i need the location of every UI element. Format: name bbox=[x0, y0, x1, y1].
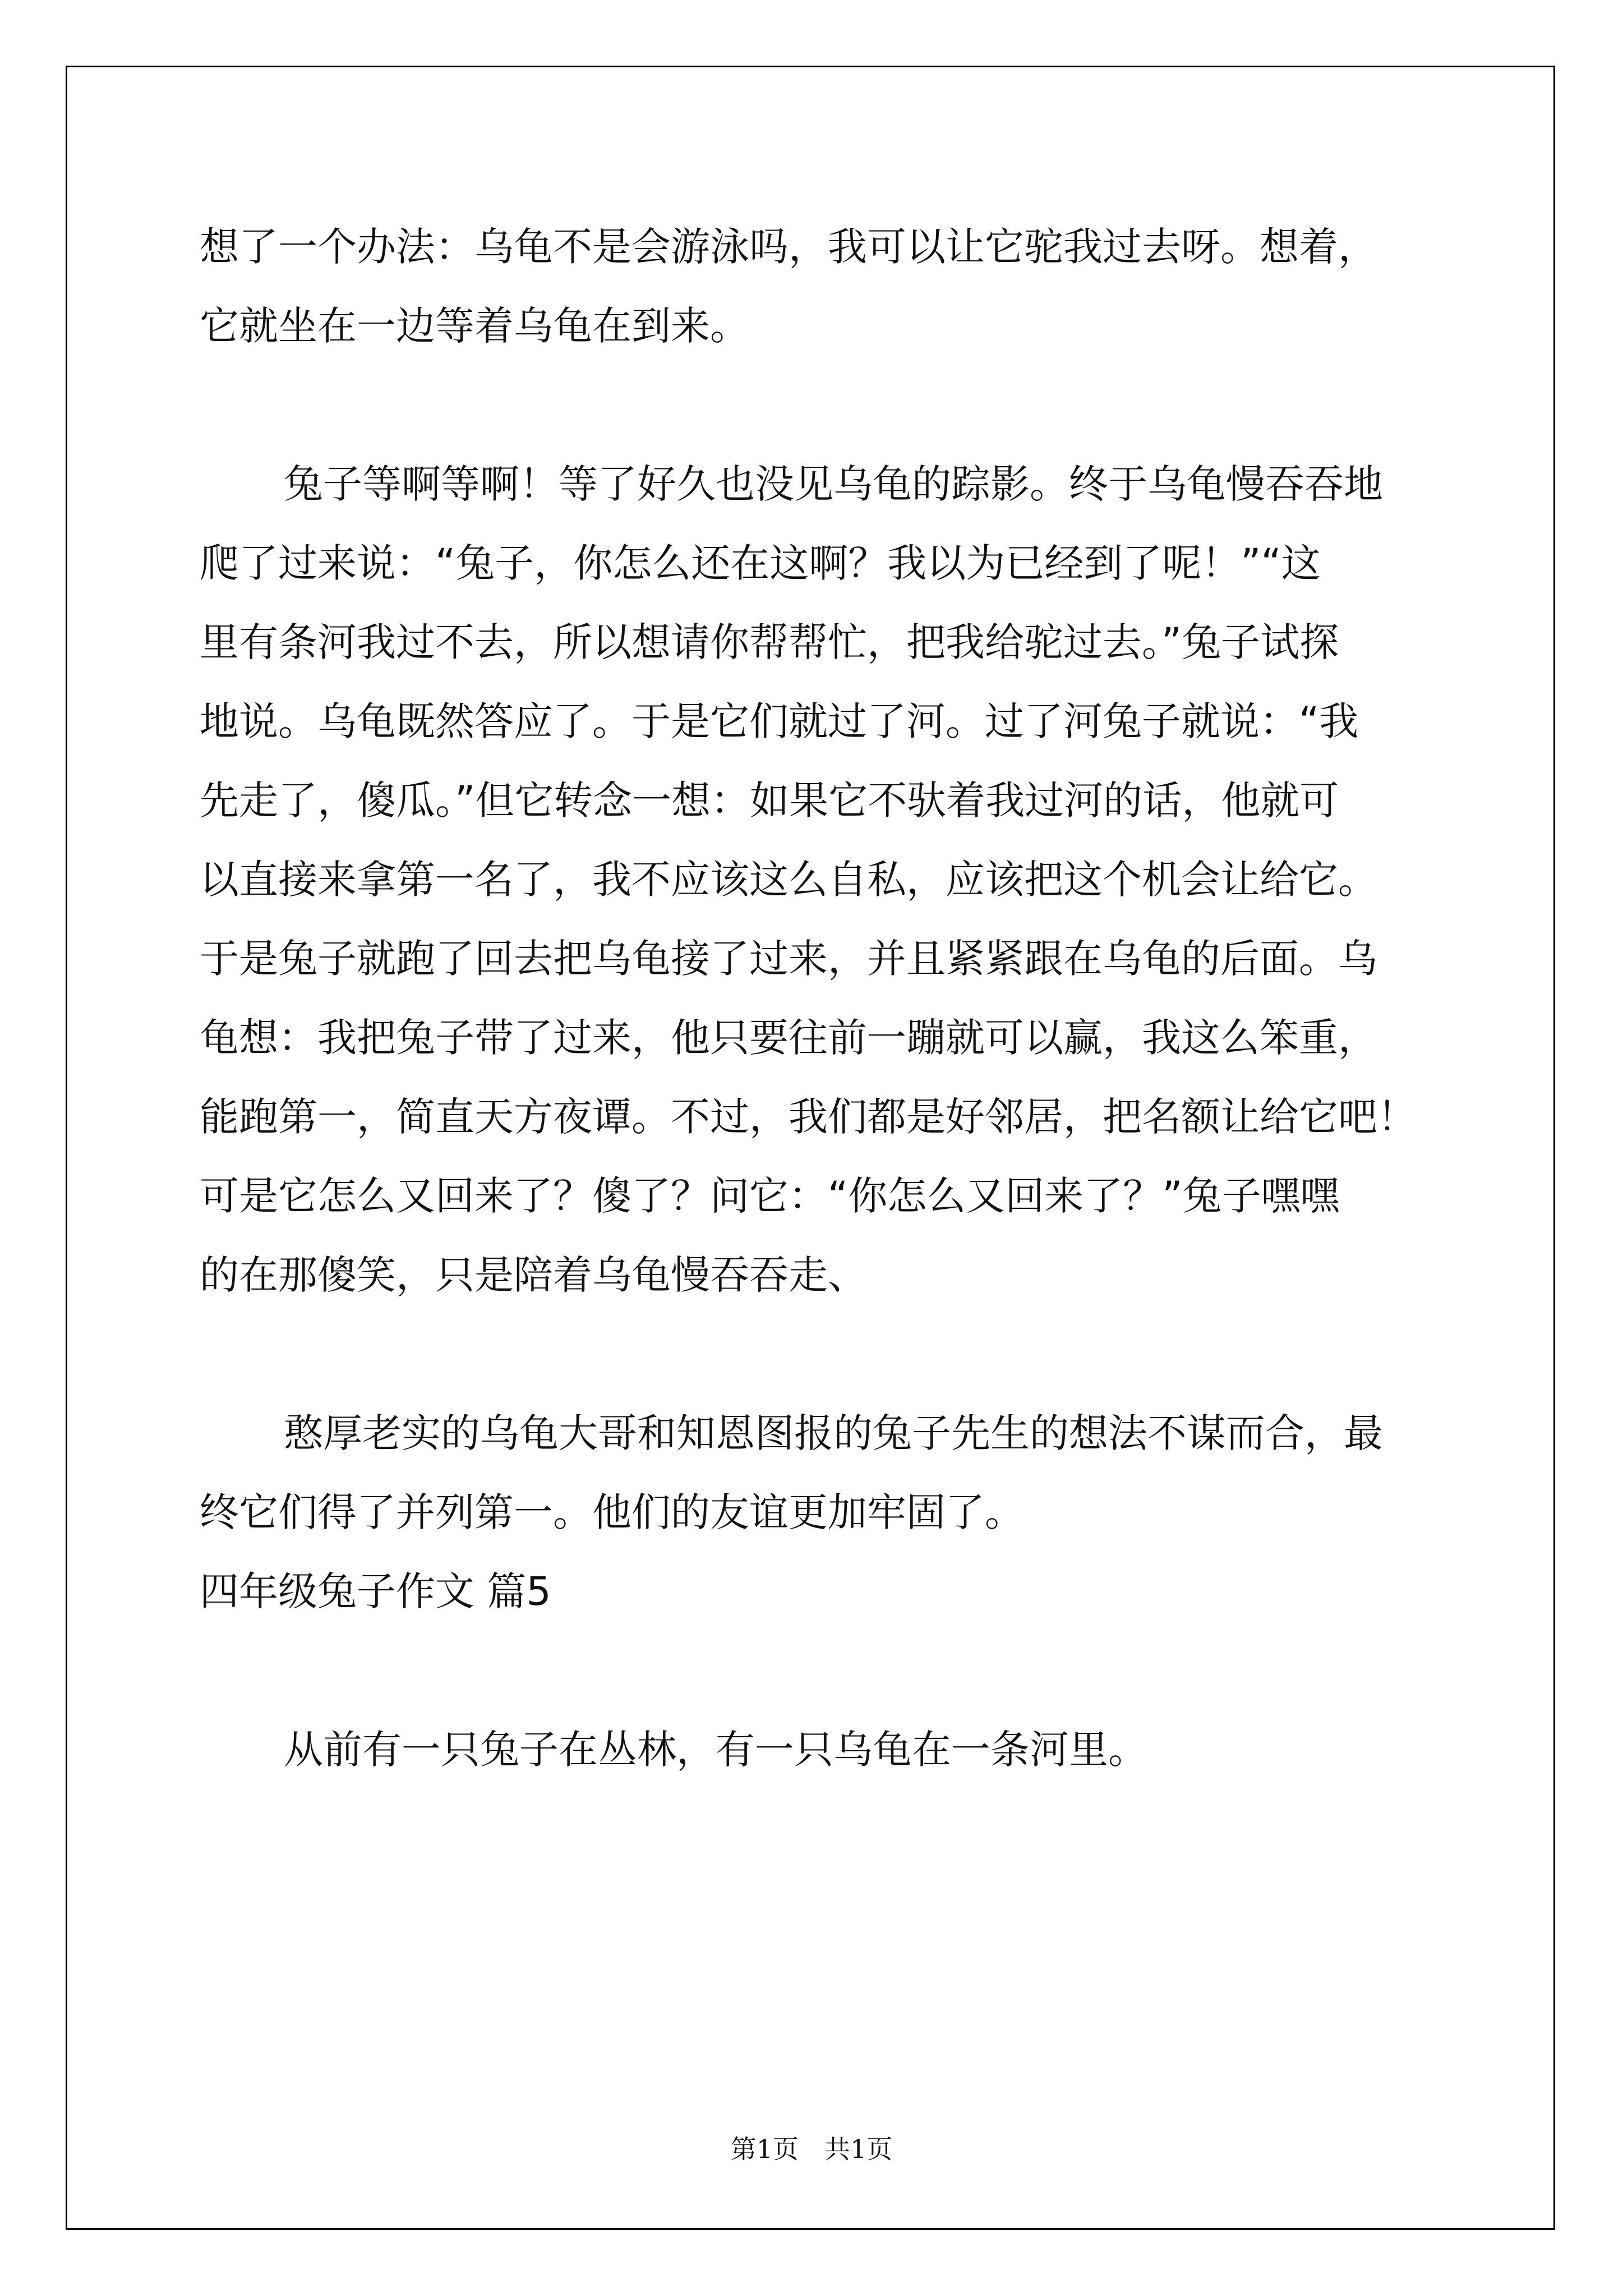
text-line: 从前有一只兔子在丛林，有一只乌龟在一条河里。 bbox=[284, 1727, 1147, 1773]
text-line: 龟想：我把兔子带了过来，他只要往前一蹦就可以赢，我这么笨重， bbox=[200, 1015, 1377, 1061]
page-footer: 第1页 共1页 bbox=[730, 2134, 893, 2164]
paragraph-gap bbox=[200, 366, 1450, 445]
text-line: 先走了，傻瓜。”但它转念一想：如果它不驮着我过河的话，他就可 bbox=[200, 777, 1339, 823]
text-line: 以直接来拿第一名了，我不应该这么自私，应该把这个机会让给它。 bbox=[200, 857, 1377, 903]
document-body bbox=[200, 208, 1450, 1789]
text-line: 地说。乌龟既然答应了。于是它们就过了河。过了河兔子就说：“我 bbox=[200, 698, 1359, 744]
paragraph-gap bbox=[200, 1315, 1450, 1394]
text-line: 它就坐在一边等着乌龟在到来。 bbox=[200, 303, 749, 349]
text-line: 里有条河我过不去，所以想请你帮帮忙，把我给驼过去。”兔子试探 bbox=[200, 619, 1339, 665]
text-line: 能跑第一，简直天方夜谭。不过，我们都是好邻居，把名额让给它吧！ bbox=[200, 1094, 1417, 1140]
text-line: 的在那傻笑，只是陪着乌龟慢吞吞走、 bbox=[200, 1252, 867, 1298]
text-line: 爬了过来说：“兔子，你怎么还在这啊？我以为已经到了呢！”“这 bbox=[200, 540, 1321, 586]
text-line: 兔子等啊等啊！等了好久也没见乌龟的踪影。终于乌龟慢吞吞地 bbox=[284, 461, 1383, 507]
paragraph-gap bbox=[200, 1631, 1450, 1710]
text-line: 想了一个办法：乌龟不是会游泳吗，我可以让它驼我过去呀。想着， bbox=[200, 224, 1377, 270]
section-heading: 四年级兔子作文 篇5 bbox=[200, 1568, 551, 1614]
text-line: 可是它怎么又回来了？傻了？问它：“你怎么又回来了？”兔子嘿嘿 bbox=[200, 1173, 1340, 1219]
text-line: 憨厚老实的乌龟大哥和知恩图报的兔子先生的想法不谋而合，最 bbox=[284, 1410, 1383, 1456]
text-line: 终它们得了并列第一。他们的友谊更加牢固了。 bbox=[200, 1489, 1024, 1535]
text-line: 于是兔子就跑了回去把乌龟接了过来，并且紧紧跟在乌龟的后面。乌 bbox=[200, 936, 1377, 982]
